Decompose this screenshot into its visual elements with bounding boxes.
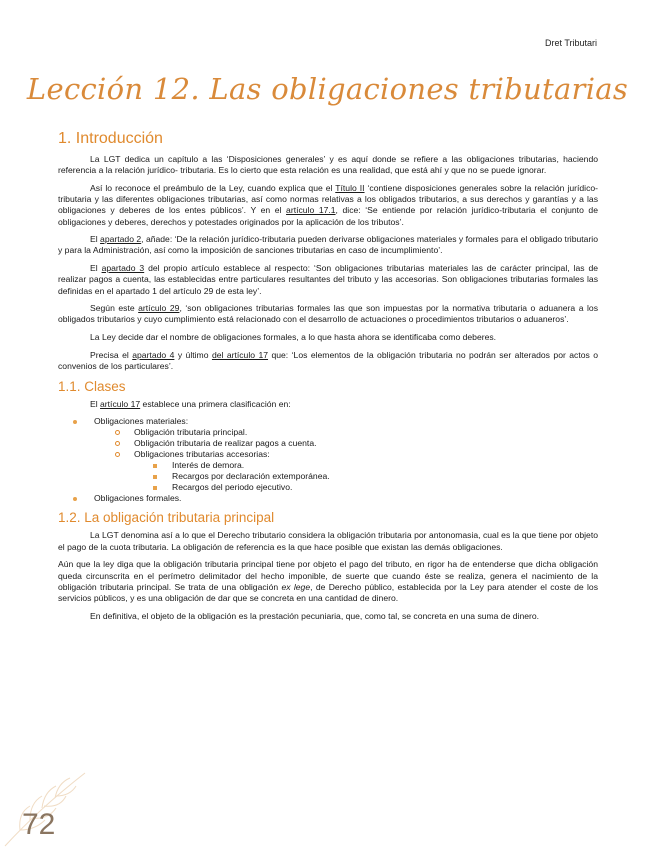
paragraph: La LGT dedica un capítulo a las ‘Disposiciones generales’ y es aquí donde se refiere a las obligaciones tributarias, haciendo referencia a la relación jurídico- tributaria. Es lo cierto que esta relación es una realidad, que está ahí y que no se puede ignorar. [58,154,598,176]
list-item: Obligaciones materiales: Obligación tributaria principal. Obligación tributaria de realizar pagos a cuenta. Obligaciones tributarias accesorias: Interés de demora. Recargos por declaración extemporánea. Recargos del periodo ejecutivo. [70,416,598,493]
bullet-square-icon [153,475,157,479]
lesson-title: Lección 12. Las obligaciones tributarias [26,72,629,106]
section-heading-obligacion-principal: 1.2. La obligación tributaria principal [58,510,275,526]
paragraph: La Ley decide dar el nombre de obligaciones formales, a lo que hasta ahora se identificaba como deberes. [90,332,497,343]
del-articulo-17-link[interactable]: del artículo 17 [211,349,269,360]
articulo-17-link[interactable]: artículo 17 [100,398,141,409]
paragraph: El apartado 2, añade: ‘De la relación jurídico-tributaria pueden derivarse obligaciones materiales y formales para el obligado tributario y para la Administración, así como la imposición de sanciones tributarias en caso de incumplimiento’. [58,234,598,256]
apartado-2-link[interactable]: apartado 2 [100,234,142,245]
bullet-circle-icon [115,452,120,457]
list-item: Obligación tributaria principal. [112,427,598,438]
titulo-ii-link[interactable]: Título II [335,182,365,193]
list-item: Recargos por declaración extemporánea. [150,471,598,482]
section-heading-clases: 1.1. Clases [58,378,126,394]
paragraph: El artículo 17 establece una primera clasificación en: [90,398,291,409]
page-content [58,128,598,628]
running-header: Dret Tributari [544,38,597,48]
bullet-circle-icon [115,430,120,435]
paragraph: Precisa el apartado 4 y último del artículo 17 que: ‘Los elementos de la obligación tributaria no podrán ser alterados por actos o convenios de los particulares’. [58,349,599,372]
list-item: Obligaciones tributarias accesorias: Interés de demora. Recargos por declaración extemporánea. Recargos del periodo ejecutivo. [112,449,598,493]
list-item: Obligación tributaria de realizar pagos a cuenta. [112,438,598,449]
bullet-square-icon [153,464,157,468]
bullet-circle-icon [115,441,120,446]
paragraph: Según este artículo 29, ‘son obligaciones tributarias formales las que son impuestas por la normativa tributaria o aduanera a los obligados tributarios y cuyo cumplimiento está relacionado con el desarrollo de actuaciones o procedimientos tributarios o aduaneros’. [58,303,598,325]
paragraph: Así lo reconoce el preámbulo de la Ley, cuando explica que el Título II ‘contiene disposiciones generales sobre la relación jurídico-tributaria y las diferentes obligaciones tributarias, así como normas relativas a los obligados tributarios, a sus derechos y garantías y a las obligaciones y deberes de los entes públicos’. Y en el artículo 17.1, dice: ‘Se entiende por relación jurídico-tributaria el conjunto de obligaciones y deberes, derechos y potestades originados por la aplicación de los tributos’. [58,182,599,227]
list-item: Recargos del periodo ejecutivo. [150,482,598,493]
articulo-17-1-link[interactable]: artículo 17.1 [286,205,336,216]
apartado-3-link[interactable]: apartado 3 [101,263,145,274]
list-item: Obligaciones formales. [70,493,598,504]
bullet-dot-icon [73,420,77,424]
paragraph: El apartado 3 del propio artículo establece al respecto: ‘Son obligaciones tributarias materiales las de carácter principal, las de realizar pagos a cuenta, las establecidas entre particulares resultantes del tributo y las accesorias. Son obligaciones tributarias formales las definidas en el apartado 1 del artículo 29 de esta ley’. [58,263,599,296]
paragraph: La LGT denomina así a lo que el Derecho tributario considera la obligación tributaria por antonomasia, cual es la que tiene por objeto el pago de la cuota tributaria. La obligación de referencia es la que hace posible que existan las demás obligaciones. [58,530,598,552]
paragraph: Aún que la ley diga que la obligación tributaria principal tiene por objeto el pago del tributo, en rigor ha de entenderse que dicha obligación queda circunscrita en el perímetro delimitador del hecho imponible, de suerte que cuando éste se realiza, genera el nacimiento de la obligación tributaria principal. Se trata de una obligación ex lege, de Derecho público, establecida por la Ley para atender el coste de los servicios públicos, y es una obligación de dar que se concreta en una cantidad de dinero. [58,559,598,603]
apartado-4-link[interactable]: apartado 4 [132,349,175,360]
bullet-dot-icon [73,497,77,501]
page-number: 72 [22,808,56,841]
paragraph: En definitiva, el objeto de la obligación es la prestación pecuniaria, que, como tal, se concreta en una suma de dinero. [90,610,540,621]
section-heading-introduccion: 1. Introducción [58,130,163,147]
list-item: Interés de demora. [150,460,598,471]
classification-list [70,416,598,504]
articulo-29-link[interactable]: artículo 29 [138,303,180,314]
bullet-square-icon [153,486,157,490]
